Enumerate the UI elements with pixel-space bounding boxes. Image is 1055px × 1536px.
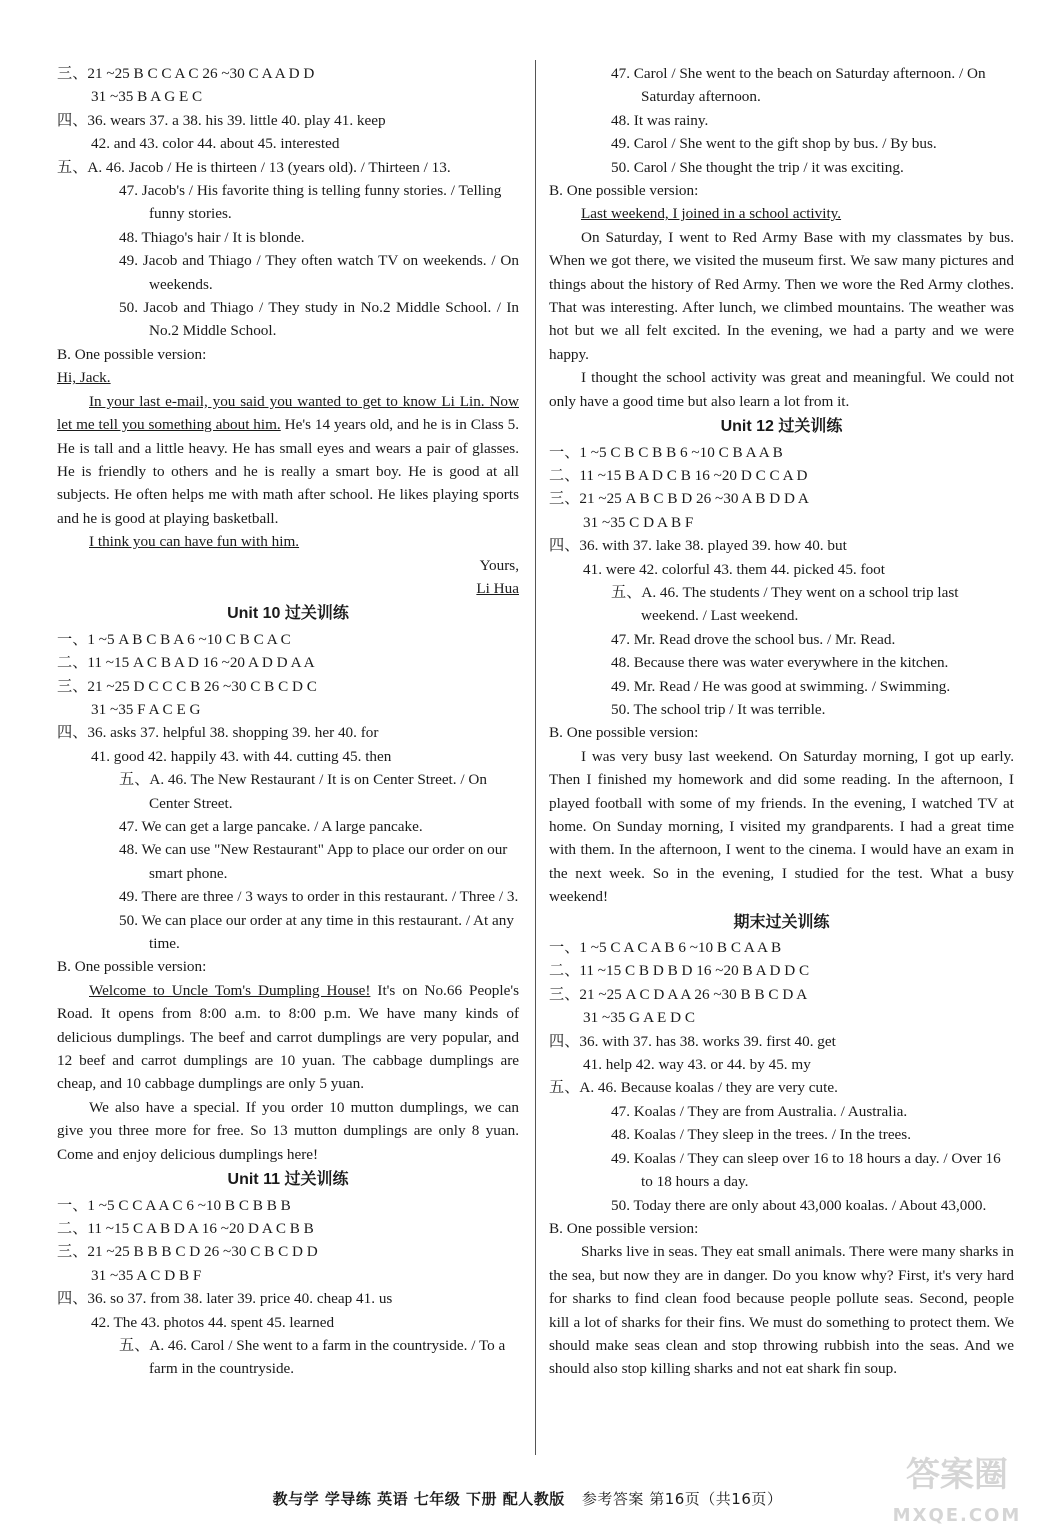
answer-line: 47. Koalas / They are from Australia. / Australia. [611,1102,908,1120]
answer-line: 49. Koalas / They can sleep over 16 to 18 hours a day. / Over 16 to 18 hours a day. [611,1149,1001,1191]
answer-line: 四、36. with 37. lake 38. played 39. how 40. but [549,537,847,555]
answer-line: 48. It was rainy. [611,111,709,129]
answer-line: 48. Thiago's hair / It is blonde. [119,228,305,246]
answer-line: Li Hua [476,579,519,597]
answer-line: 49. There are three / 3 ways to order in this restaurant. / Three / 3. [119,888,519,906]
answer-line: 二、11 ~15 C A B D A 16 ~20 D A C B B [57,1219,314,1237]
answer-line: 31 ~35 B A G E C [91,88,203,106]
answer-line: 一、1 ~5 A B C B A 6 ~10 C B C A C [57,630,291,648]
answer-line: On Saturday, I went to Red Army Base with my classmates by bus. When we got there, we visited the museum first. We saw many pictures and things about the history of Red Army. Then we wore the Red Army clothes. That was interesting. After lunch, we climbed mountains. The weather was hot but we all felt excited. In the evening, we had a party and we were happy. [549,228,1014,363]
answer-line: 50. Carol / She thought the trip / it was exciting. [611,158,904,176]
answer-line: Hi, Jack. [57,369,111,387]
answer-line: 31 ~35 G A E D C [583,1009,696,1027]
underlined-topic-sentence: In your last e-mail, you said you wanted to get to know Li Lin. Now let me tell you something about him. [57,392,519,434]
watermark-text: 答案圈 [906,1455,1008,1495]
answer-line: 五、A. 46. Jacob / He is thirteen / 13 (years old). / Thirteen / 13. [57,158,451,176]
answer-line: 四、36. with 37. has 38. works 39. first 40. get [549,1032,836,1050]
column-divider [535,60,536,1455]
answer-line: 50. Today there are only about 43,000 koalas. / About 43,000. [611,1196,987,1214]
answer-line: B. One possible version: [57,345,207,363]
answer-line: 一、1 ~5 C B C B B 6 ~10 C B A A B [549,443,783,461]
answer-line: 48. We can use "New Restaurant" App to place our order on our smart phone. [119,841,508,882]
answer-line: B. One possible version: [549,182,699,200]
answer-line: 三、21 ~25 D C C C B 26 ~30 C B C D C [57,677,317,695]
answer-line: 三、21 ~25 A B C B D 26 ~30 A B D D A [549,490,809,508]
answer-line: 47. Jacob's / His favorite thing is telling funny stories. / Telling funny stories. [119,182,502,223]
answer-line: 三、21 ~25 B C C A C 26 ~30 C A A D D [57,65,315,82]
answer-line [57,979,519,1096]
answer-line: 50. Jacob and Thiago / They study in No.2 Middle School. / In No.2 Middle School. [119,299,519,340]
answer-line: I was very busy last weekend. On Saturday morning, I got up early. Then I finished my homework and did some reading. In the afternoon, I played football with some of my friends. In the evening, I watched TV at home. On Sunday morning, I visited my grandparents. I had a great time with them. In the afternoon, I went to the cinema. I would have an exam in the next week. So in the evening, I studied for the test. What a busy weekend! [549,747,1014,906]
answer-line: B. One possible version: [549,1219,699,1237]
answer-line: 41. help 42. way 43. or 44. by 45. my [583,1056,811,1074]
left-column [57,62,519,1381]
section-heading: Unit 10 过关训练 [227,605,349,623]
answer-line: 四、36. wears 37. a 38. his 39. little 40. play 41. keep [57,111,386,129]
answer-line: 49. Mr. Read / He was good at swimming. / Swimming. [611,677,951,695]
answer-line: 48. Because there was water everywhere in the kitchen. [611,654,949,672]
answer-line: 41. good 42. happily 43. with 44. cutting 45. then [91,747,392,765]
footer-brand: 教与学 学导练 英语 七年级 下册 配人教版 [272,1490,565,1508]
answer-line: I thought the school activity was great and meaningful. We could not only have a good time but also learn a lot from it. [549,369,1014,410]
answer-line: 48. Koalas / They sleep in the trees. / In the trees. [611,1126,912,1144]
answer-line: 42. The 43. photos 44. spent 45. learned [91,1313,335,1331]
footer-page-number: 参考答案 第16页（共16页） [581,1490,783,1508]
answer-line: 31 ~35 C D A B F [583,513,694,531]
answer-line [57,390,519,530]
answer-line: 49. Carol / She went to the gift shop by bus. / By bus. [611,135,937,153]
section-heading: Unit 11 过关训练 [227,1171,349,1189]
answer-line: 二、11 ~15 A C B A D 16 ~20 A D D A A [57,654,315,672]
watermark-url: MXQE.COM [892,1505,1022,1526]
right-column [549,62,1014,1381]
answer-line: 五、A. 46. The New Restaurant / It is on Center Street. / On Center Street. [119,771,487,812]
answer-line: 47. Carol / She went to the beach on Saturday afternoon. / On Saturday afternoon. [611,65,986,106]
answer-line: 47. Mr. Read drove the school bus. / Mr. Read. [611,630,896,648]
answer-line: 31 ~35 F A C E G [91,700,201,718]
answer-line: 47. We can get a large pancake. / A large pancake. [119,818,423,835]
answer-line: I think you can have fun with him. [89,533,300,551]
answer-line: Yours, [479,556,519,574]
answer-line: 31 ~35 A C D B F [91,1266,202,1284]
answer-line: 五、A. 46. The students / They went on a school trip last weekend. / Last weekend. [611,583,959,625]
answer-line: 50. We can place our order at any time in this restaurant. / At any time. [119,911,514,953]
answer-line: 二、11 ~15 B A D C B 16 ~20 D C C A D [549,466,808,484]
answer-line: 一、1 ~5 C A C A B 6 ~10 B C A A B [549,939,782,957]
answer-line: B. One possible version: [549,724,699,742]
answer-line: 49. Jacob and Thiago / They often watch TV on weekends. / On weekends. [119,252,519,293]
answer-line: 五、A. 46. Carol / She went to a farm in the countryside. / To a farm in the countryside. [119,1336,506,1378]
paragraph-text: He's 14 years old, and he is in Class 5. He is tall and a little heavy. He has small eyes and wears a pair of glasses. He is friendly to others and he is really a smart boy. He is good at all subjects. He often helps me with math after school. He likes playing sports and he is good at playing basketball. [57,416,519,527]
answer-line: 五、A. 46. Because koalas / they are very cute. [549,1079,838,1097]
section-heading: 期末过关训练 [733,913,830,931]
answer-line: 四、36. asks 37. helpful 38. shopping 39. her 40. for [57,724,379,742]
answer-line: 三、21 ~25 B B B C D 26 ~30 C B C D D [57,1243,318,1261]
answer-line: 二、11 ~15 C B D B D 16 ~20 B A D D C [549,962,810,980]
answer-line: 42. and 43. color 44. about 45. interested [91,135,340,153]
answer-line: 一、1 ~5 C C A A C 6 ~10 B C B B B [57,1196,291,1214]
answer-line: B. One possible version: [57,958,207,976]
section-heading: Unit 12 过关训练 [720,418,843,436]
answer-line: We also have a special. If you order 10 mutton dumplings, we can give you three more for free. So 13 mutton dumplings are only 8 yuan. Come and enjoy delicious dumplings here! [57,1098,519,1163]
underlined-topic-sentence: Welcome to Uncle Tom's Dumpling House! [89,981,371,999]
paragraph-text: It's on No.66 People's Road. It opens from 8:00 a.m. to 8:00 p.m. We have many kinds of delicious dumplings. The beef and carrot dumplings are very popular, and 12 beef and carrot dumplings are 10 yuan. The cabbage dumplings are cheap, and 10 cabbage dumplings are only 5 yuan. [57,981,519,1093]
answer-line: 41. were 42. colorful 43. them 44. picked 45. foot [583,560,885,578]
answer-line: 三、21 ~25 A C D A A 26 ~30 B B C D A [549,985,808,1003]
answer-line: Last weekend, I joined in a school activity. [581,205,842,223]
answer-line: 50. The school trip / It was terrible. [611,700,826,718]
watermark-logo [882,1455,1042,1528]
answer-line: 四、36. so 37. from 38. later 39. price 40. cheap 41. us [57,1290,393,1308]
answer-line: Sharks live in seas. They eat small animals. There were many sharks in the sea, but now they are in danger. Do you know why? First, it's very hard for sharks to find clean food because people pollute seas. Second, people kill a lot of sharks for their fins. We must do something to protect them. We should make seas clean and stop throwing rubbish into the seas. And we should also stop killing sharks and not eat shark fin soup. [549,1243,1014,1378]
